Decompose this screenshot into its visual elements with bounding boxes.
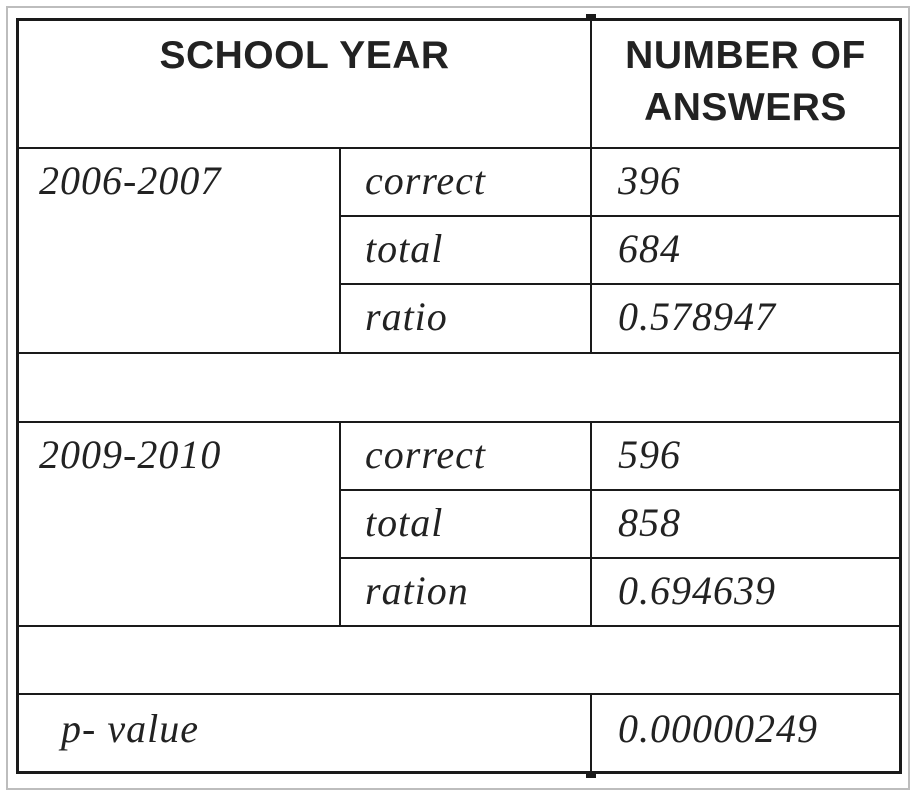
top-tick xyxy=(586,14,596,20)
rule-g2-r1 xyxy=(339,489,899,491)
group-year: 2009-2010 xyxy=(39,432,222,477)
header-number-of-answers-line2: ANSWERS xyxy=(644,86,847,129)
row-value: 596 xyxy=(618,432,681,477)
header-rule xyxy=(19,147,899,149)
row-label: ration xyxy=(365,568,469,613)
rule-g2-r2 xyxy=(339,557,899,559)
group-year: 2006-2007 xyxy=(39,158,222,203)
rule-g1-r1 xyxy=(339,215,899,217)
row-label: total xyxy=(365,500,444,545)
label-divider-a xyxy=(339,148,341,352)
p-value: 0.00000249 xyxy=(618,706,818,751)
row-label: total xyxy=(365,226,444,271)
row-value: 0.578947 xyxy=(618,294,776,339)
results-table xyxy=(16,18,902,774)
rule-g1-end xyxy=(19,352,899,354)
rule-footer-start xyxy=(19,693,899,695)
rule-g2-end xyxy=(19,625,899,627)
header-number-of-answers-line1: NUMBER OF xyxy=(625,34,866,77)
row-value: 684 xyxy=(618,226,681,271)
row-label: ratio xyxy=(365,294,448,339)
row-label: correct xyxy=(365,432,487,477)
value-divider-c xyxy=(590,693,592,771)
row-label: correct xyxy=(365,158,487,203)
row-value: 396 xyxy=(618,158,681,203)
row-value: 0.694639 xyxy=(618,568,776,613)
header-school-year: SCHOOL YEAR xyxy=(159,34,450,77)
label-divider-b xyxy=(339,421,341,625)
p-value-label: p- value xyxy=(61,706,199,751)
rule-g2-start xyxy=(19,421,899,423)
row-value: 858 xyxy=(618,500,681,545)
value-divider-b xyxy=(590,421,592,625)
bottom-tick xyxy=(586,772,596,778)
rule-g1-r2 xyxy=(339,283,899,285)
